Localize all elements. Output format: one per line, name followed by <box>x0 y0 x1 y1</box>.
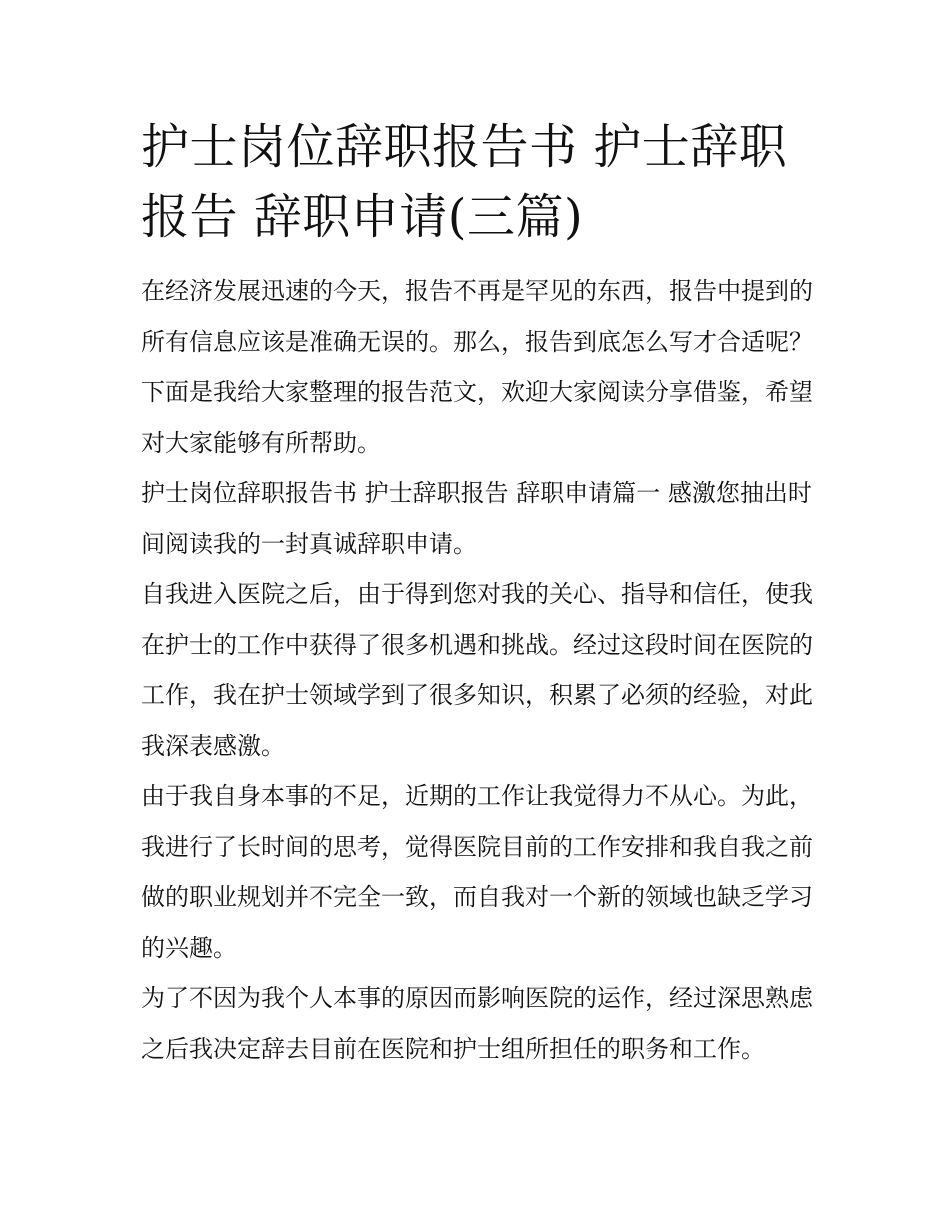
document-content <box>141 112 813 1074</box>
paragraph-gratitude: 自我进入医院之后，由于得到您对我的关心、指导和信任，使我在护士的工作中获得了很多机遇和挑战。经过这段时间在医院的工作，我在护士领域学到了很多知识，积累了必须的经验，对此我深表感激。 <box>141 580 813 760</box>
paragraph-reason: 由于我自身本事的不足，近期的工作让我觉得力不从心。为此，我进行了长时间的思考，觉得医院目前的工作安排和我自我之前做的职业规划并不完全一致，而自我对一个新的领域也缺乏学习的兴趣。 <box>141 782 813 962</box>
intro-paragraph: 在经济发展迅速的今天，报告不再是罕见的东西，报告中提到的所有信息应该是准确无误的。那么，报告到底怎么写才合适呢？下面是我给大家整理的报告范文，欢迎大家阅读分享借鉴，希望对大家能够有所帮助。 <box>141 277 813 457</box>
document-title: 护士岗位辞职报告书 护士辞职报告 辞职申请(三篇) <box>141 119 788 245</box>
paragraph-decision: 为了不因为我个人本事的原因而影响医院的运作，经过深思熟虑之后我决定辞去目前在医院和护士组所担任的职务和工作。 <box>141 984 813 1063</box>
paragraph-opening: 护士岗位辞职报告书 护士辞职报告 辞职申请篇一 感激您抽出时间阅读我的一封真诚辞职申请。 <box>141 479 812 558</box>
